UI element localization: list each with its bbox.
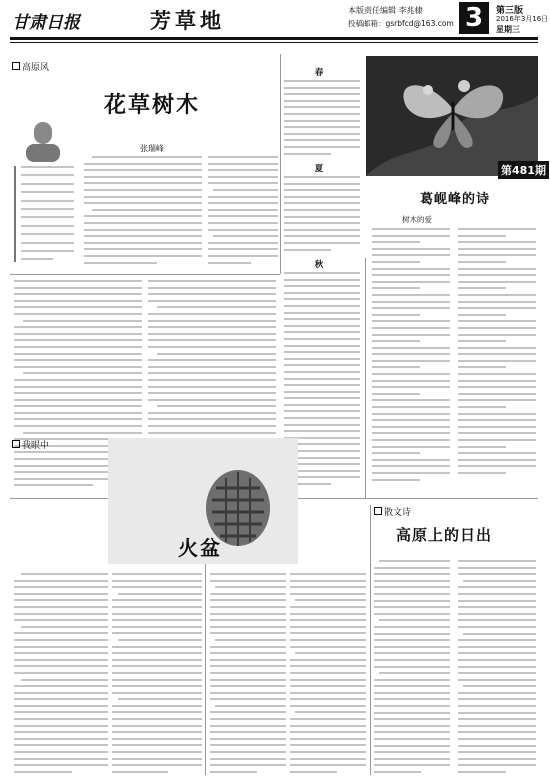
section-tag: 高原风 (12, 60, 49, 73)
butterfly-photo (366, 56, 538, 176)
article-body (374, 560, 450, 778)
masthead-rule (10, 37, 538, 40)
section-tag: 散文诗 (374, 505, 411, 518)
masthead (0, 0, 550, 44)
issue-weekday: 星期三 (496, 25, 520, 34)
poem-body (372, 228, 450, 492)
issue-number-badge: 第481期 (498, 161, 549, 179)
column-divider (280, 54, 281, 274)
article-body (84, 156, 202, 270)
submission-email: 投稿邮箱：gsrbfcd@163.com (348, 19, 454, 28)
article-title: 高原上的日出 (396, 526, 493, 544)
section-divider (10, 274, 280, 275)
author-portrait-icon (14, 118, 72, 162)
poem-subhead: 夏 (314, 164, 324, 174)
article-byline: 张瑞峰 (140, 144, 164, 153)
article-body (208, 156, 278, 270)
section-name: 芳草地 (150, 9, 225, 33)
poem-subhead: 秋 (314, 260, 324, 270)
editor-credit: 本版责任编辑 李兆棣 (348, 6, 423, 15)
poem-body (284, 176, 360, 254)
article-body (458, 560, 536, 778)
article-body (210, 573, 286, 778)
poems-title: 葛岘峰的诗 (420, 192, 491, 207)
poem-body (458, 228, 536, 492)
edition-label: 第三版 (496, 6, 524, 16)
author-photo (14, 118, 72, 162)
article-body (290, 573, 366, 778)
article-title: 花草树木 (104, 92, 201, 118)
masthead-rule-thin (10, 42, 538, 43)
column-divider (365, 258, 366, 498)
page-number: 3 (459, 2, 489, 34)
section-tag: 我眼中 (12, 438, 49, 451)
poem-title: 树木的爱 (402, 215, 432, 224)
newspaper-logo: 甘肃日报 (12, 13, 80, 33)
poem-body (284, 80, 360, 158)
article-body (112, 573, 202, 778)
article-body (14, 573, 108, 778)
issue-date: 2016年3月16日 (496, 15, 549, 23)
column-divider (370, 505, 371, 775)
article-title: 火盆 (178, 536, 222, 560)
author-bio (14, 166, 74, 262)
poem-subhead: 春 (314, 68, 324, 78)
